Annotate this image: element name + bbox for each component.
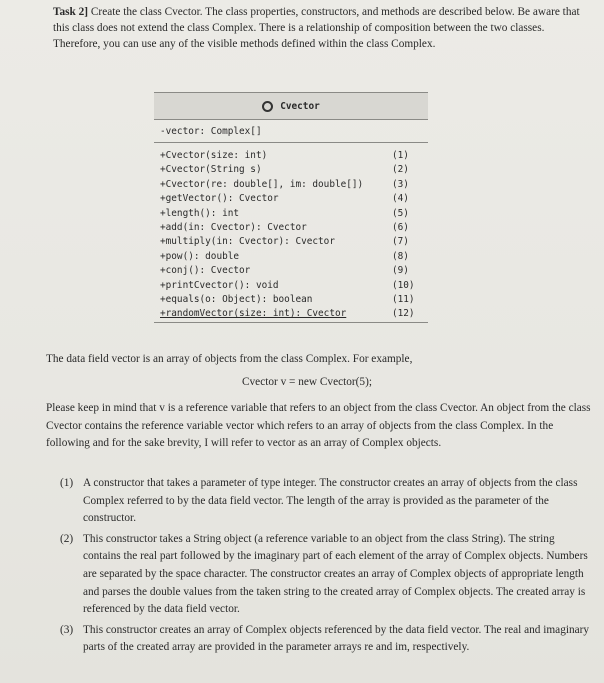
task-label: Task 2] (53, 6, 89, 18)
method-signature: +conj(): Cvector (160, 265, 251, 277)
method-number: (4) (392, 193, 409, 205)
method-number: (6) (392, 221, 409, 233)
uml-method-row (160, 250, 422, 264)
method-number: (2) (392, 164, 409, 176)
method-signature: +getVector(): Cvector (160, 193, 279, 205)
list-item-number: (2) (60, 532, 74, 545)
method-number: (3) (392, 178, 409, 190)
list-item-number: (1) (60, 477, 74, 489)
method-number: (5) (392, 207, 409, 219)
uml-class-diagram (154, 92, 428, 323)
list-item-text: This constructor takes a String object (a reference variable to an object from the class String). The string contains the real part followed by the imaginary part of each element of the array of Complex objects. Numbers are separated by the space character. The constructor creates an array of Complex objects of appropriate length and parses the double values from the taken string to the created array of Complex objects. The created array is referenced by the data field vector. (83, 532, 588, 616)
explanation-paragraph: Please keep in mind that v is a reference variable that refers to an object from the class Cvector. An object from the class Cvector contains the reference variable vector which refers to an array of objects from the class Complex. In the following and for the sake brevity, I will refer to vector as an array of Complex objects. (46, 402, 591, 450)
method-number: (9) (392, 265, 409, 277)
method-signature: +length(): int (160, 207, 240, 219)
list-item (60, 475, 590, 528)
method-number: (8) (392, 250, 409, 262)
uml-method-row (160, 293, 422, 307)
uml-method-row (160, 221, 422, 235)
uml-method-row (160, 163, 422, 177)
list-item-text: A constructor that takes a parameter of type integer. The constructor creates an array of objects from the class Complex referred to by the data field vector. The length of the array is provided as the parameter of the constructor. (83, 477, 578, 525)
uml-field: -vector: Complex[] (154, 119, 428, 143)
uml-method-row (160, 279, 422, 293)
uml-method-row (160, 207, 422, 221)
task-description (53, 4, 588, 52)
intro-paragraph: The data field vector is an array of objects from the class Complex. For example, (46, 353, 413, 365)
method-number: (7) (392, 236, 409, 248)
uml-method-row (160, 264, 422, 278)
method-signature: +Cvector(size: int) (160, 150, 268, 161)
list-item-number: (3) (60, 623, 74, 636)
list-item (60, 531, 590, 619)
method-signature: +multiply(in: Cvector): Cvector (160, 236, 335, 248)
uml-methods (154, 143, 428, 323)
uml-class-header (154, 92, 428, 119)
constructor-list (60, 475, 590, 660)
code-example: Cvector v = new Cvector(5); (242, 376, 372, 388)
uml-method-row (160, 192, 422, 206)
uml-method-row (160, 149, 422, 163)
list-item-text: This constructor creates an array of Complex objects referenced by the data field vector. The real and imaginary parts of the created array are provided in the parameter arrays re and im, respectively. (83, 623, 590, 654)
uml-method-row (160, 178, 422, 192)
class-circle-icon (262, 101, 273, 112)
method-signature: +printCvector(): void (160, 279, 279, 291)
method-number: (10) (392, 279, 415, 291)
method-signature: +randomVector(size: int): Cvector (160, 308, 347, 320)
method-signature: +pow(): double (160, 250, 240, 262)
method-signature: +Cvector(re: double[], im: double[]) (160, 178, 364, 190)
method-signature: +Cvector(String s) (160, 164, 262, 176)
list-item (60, 622, 590, 657)
method-number: (12) (392, 308, 415, 320)
uml-method-row-static (160, 307, 422, 321)
uml-method-row (160, 235, 422, 249)
task-text: Create the class Cvector. The class properties, constructors, and methods are described below. Be aware that this class does not extend the class Complex. There is a relationship of composition between the two classes. Therefore, you can use any of the visible methods defined within the class Complex. (53, 6, 580, 50)
uml-class-name: Cvector (280, 100, 320, 112)
method-signature: +add(in: Cvector): Cvector (160, 221, 307, 233)
method-number: (11) (392, 293, 415, 305)
method-number: (1) (392, 150, 409, 161)
method-signature: +equals(o: Object): boolean (160, 293, 313, 305)
